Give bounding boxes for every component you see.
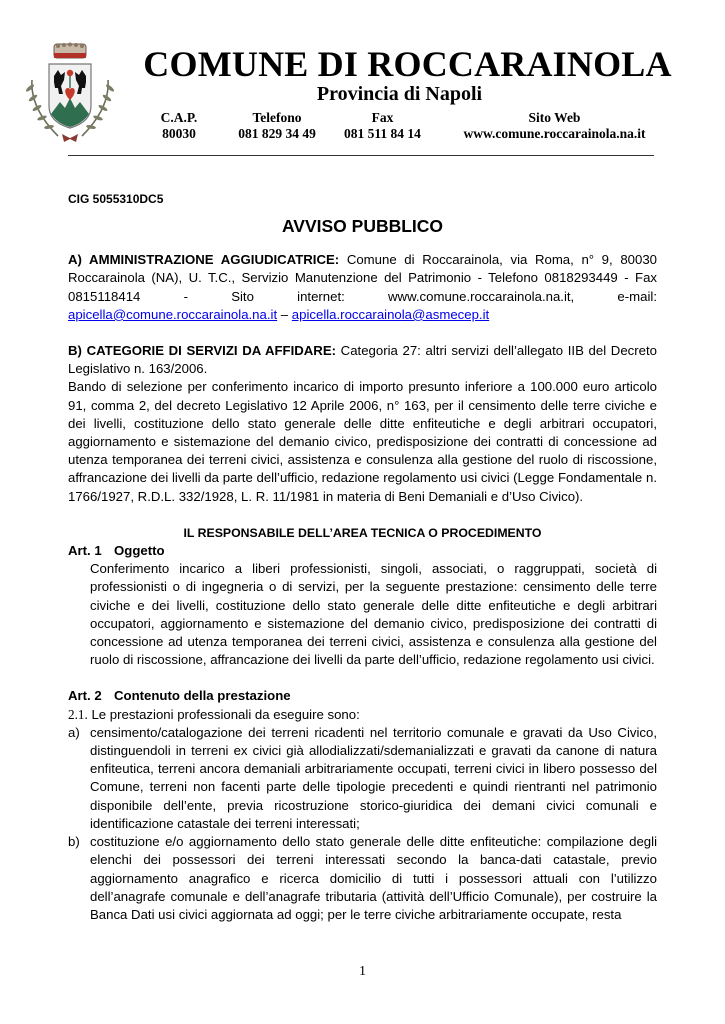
section-a: A) AMMINISTRAZIONE AGGIUDICATRICE: Comune di Roccarainola, via Roma, n° 9, 80030 Roccarainola (NA), U. T.C., Servizio Manutenzione del Patrimonio - Telefono 0818293449 - Fax 0815118414 - Sito internet: www.comune.roccarainola.na.it, e-mail: apicella@comune.roccarainola.na.it – apicella.roccarainola@asmecep.it [68,252,657,322]
art1-heading: Art. 1 Oggetto [68,543,165,559]
section-a-label: A) AMMINISTRAZIONE AGGIUDICATRICE: [68,252,340,268]
responsabile-heading: IL RESPONSABILE DELL’AREA TECNICA O PROCEDIMENTO [183,525,542,540]
section-a-text: Comune di Roccarainola, via Roma, n° 9, 80030 Roccarainola (NA), U. T.C., Servizio Manutenzione del Patrimonio - Telefono 0818293449 - Fax 0815118414 - Sito internet: www.comune.roccarainola.na.it, e-mail: [68,252,657,304]
contact-website: Sito Web www.comune.roccarainola.na.it [463,110,646,141]
municipality-title: COMUNE DI ROCCARAINOLA [143,44,672,84]
section-b-text: Categoria 27: altri servizi dell’allegato IIB del Decreto Legislativo n. 163/2006. [68,343,657,377]
section-b [68,342,657,378]
contact-cap: C.A.P. 80030 [160,110,198,141]
document-body [68,190,657,924]
document-heading: AVVISO PUBBLICO [281,216,444,237]
art2-heading: Art. 2 Contenuto della prestazione [68,688,291,704]
section-b-label: B) CATEGORIE DI SERVIZI DA AFFIDARE: [68,343,337,359]
email-link-2[interactable]: apicella.roccarainola@asmecep.it [291,306,490,322]
list-item-b: b) costituzione e/o aggiornamento dello stato generale delle ditte enfiteutiche: compilazione degli elenchi dei possessori dei terreni interessati secondo la banca-dati catastale, previo aggiornamento anagrafico e ricerca domicilio di tutti i possessori attuali con l’utilizzo dell’anagrafe comunale e dell’anagrafe tributaria (attività dell’Ufficio Comunale), per costruire la Banca Dati usi civici aggiornata ad oggi; per le terre civiche arbitrariamente occupate, resta [68,834,657,922]
province-name: Provincia di Napoli [316,83,483,105]
page-number: 1 [359,964,366,979]
bando-paragraph: Bando di selezione per conferimento incarico di importo presunto inferiore a 100.000 euro articolo 91, comma 2, del decreto Legislativo 12 Aprile 2006, n° 163, per il censimento delle terre civiche e dei livelli, costituzione dello stato generale delle ditte enfiteutiche e degli arbitrari occupatori, aggiornamento e sistemazione del demanio civico, predisposizione dei contratti di concessione ad utenza temporanea dei terreni civici, assistenza e consulenza alla gestione del ruolo di riscossione, affrancazione dei livelli da parte dell’ufficio, redazione regolamento usi civici (Legge Fondamentale n. 1766/1927, R.D.L. 332/1928, L. R. 11/1981 in materia di Beni Demaniali e d’Uso Civico). [68,379,657,504]
art1-text: Conferimento incarico a liberi professionisti, singoli, associati, o raggruppati, società di professionisti o di ingegneria o di servizi, per la seguente prestazione: censimento delle terre civiche e dei livelli, costituzione dello stato generale delle ditte enfiteutiche e degli arbitrari occupatori, aggiornamento e sistemazione del demanio civico, predisposizione dei contratti di concessione ad utenza temporanea dei terreni civici, assistenza e consulenza alla gestione del ruolo di riscossione, affrancazione dei livelli da parte dell’ufficio, redazione regolamento usi civici. [90,561,657,668]
header-divider [68,155,654,156]
list-item-a: a) censimento/catalogazione dei terreni ricadenti nel territorio comunale e gravati da Uso Civico, distinguendoli in terreni ex civici già allodializzati/sdemanializzati e gravati da canone di natura enfiteutica, terreni ancora demaniali arbitrariamente occupati, terreni civici in libero possesso del Comune, terreni non facenti parte delle tipologie precedenti e quindi rientranti nel patrimonio disponibile dell’ente, previa ricostruzione storico-giuridica dei demani civici comunali e identificazione catastale dei terreni interessati; [68,724,657,831]
contact-telefono: Telefono 081 829 34 49 [238,110,316,141]
cig-code: CIG 5055310DC5 [68,192,164,206]
art2-subheading: 2.1. Le prestazioni professionali da eseguire sono: [68,706,360,722]
email-link-1[interactable]: apicella@comune.roccarainola.na.it [68,306,278,322]
contact-fax: Fax 081 511 84 14 [344,110,421,141]
